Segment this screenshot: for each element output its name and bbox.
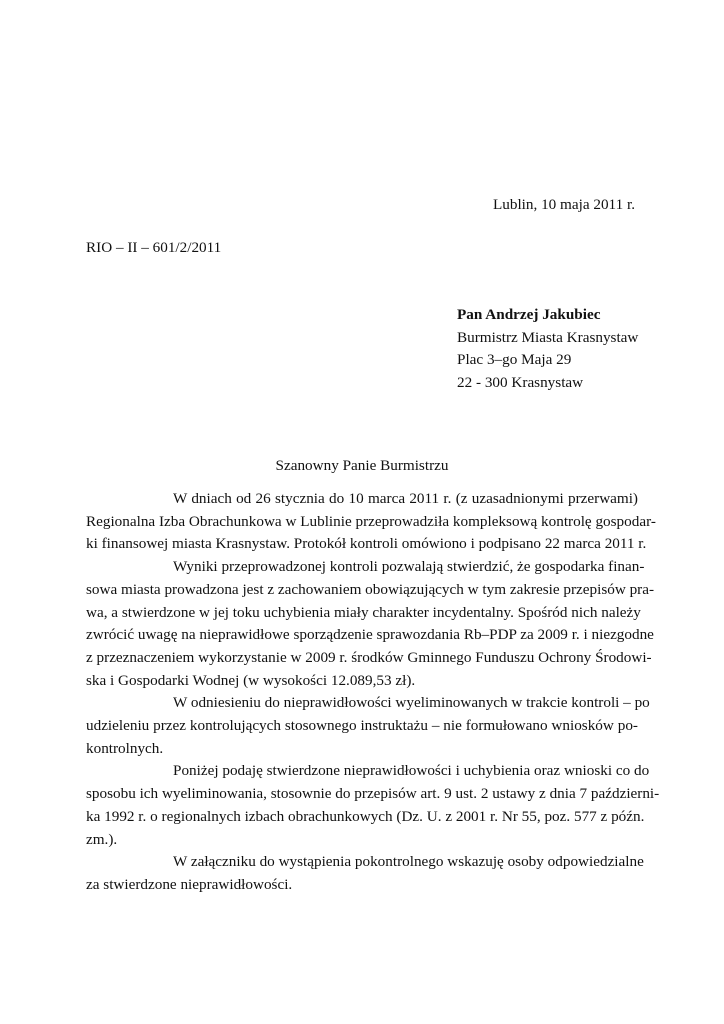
addressee-block <box>457 304 638 394</box>
body-paragraph <box>86 556 655 692</box>
body-paragraph <box>86 760 660 851</box>
paragraph-line: Poniżej podaję stwierdzone nieprawidłowości i uchybienia oraz wnioski co do <box>173 762 650 780</box>
reference-number: RIO – II – 601/2/2011 <box>86 239 222 256</box>
paragraph-line: Wyniki przeprowadzonej kontroli pozwalają stwierdzić, że gospodarka finan- <box>173 558 645 576</box>
paragraph-line: Regionalna Izba Obrachunkowa w Lublinie przeprowadziła kompleksową kontrolę gospodar- <box>86 512 656 530</box>
paragraph-line: wa, a stwierdzone w jej toku uchybienia miały charakter incydentalny. Spośród nich należy <box>86 603 641 621</box>
paragraph-line: sowa miasta prowadzona jest z zachowaniem obowiązujących w tym zakresie przepisów pra- <box>86 580 655 598</box>
letter-body <box>86 488 660 897</box>
paragraph-line: z przeznaczeniem wykorzystanie w 2009 r. środków Gminnego Funduszu Ochrony Środowi- <box>86 648 652 666</box>
addressee-street: Plac 3–go Maja 29 <box>457 351 572 369</box>
addressee-name: Pan Andrzej Jakubiec <box>457 306 601 323</box>
body-paragraph <box>86 851 644 896</box>
paragraph-line: za stwierdzone nieprawidłowości. <box>86 875 293 893</box>
addressee-title: Burmistrz Miasta Krasnystaw <box>457 328 639 346</box>
addressee-postal: 22 - 300 Krasnystaw <box>457 373 584 391</box>
body-paragraph <box>86 488 656 556</box>
paragraph-line: ska i Gospodarki Wodnej (w wysokości 12.089,53 zł). <box>86 671 416 689</box>
paragraph-line: kontrolnych. <box>86 739 164 757</box>
salutation: Szanowny Panie Burmistrzu <box>275 457 449 474</box>
letter-date: Lublin, 10 maja 2011 r. <box>492 196 635 213</box>
paragraph-line: W dniach od 26 stycznia do 10 marca 2011 r. (z uzasadnionymi przerwami) <box>173 490 638 507</box>
body-paragraph <box>86 692 650 760</box>
paragraph-line: udzieleniu przez kontrolujących stosownego instruktażu – nie formułowano wniosków po- <box>86 717 638 735</box>
paragraph-line: ki finansowej miasta Krasnystaw. Protokół kontroli omówiono i podpisano 22 marca 2011 r. <box>86 535 647 553</box>
paragraph-line: ka 1992 r. o regionalnych izbach obrachunkowych (Dz. U. z 2001 r. Nr 55, poz. 577 z późn. <box>86 807 645 825</box>
paragraph-line: zm.). <box>86 830 118 848</box>
paragraph-line: W odniesieniu do nieprawidłowości wyeliminowanych w trakcie kontroli – po <box>173 694 650 712</box>
paragraph-line: sposobu ich wyeliminowania, stosownie do przepisów art. 9 ust. 2 ustawy z dnia 7 październi- <box>86 785 660 803</box>
paragraph-line: zwrócić uwagę na nieprawidłowe sporządzenie sprawozdania Rb–PDP za 2009 r. i niezgodne <box>86 626 654 644</box>
paragraph-line: W załączniku do wystąpienia pokontrolnego wskazuję osoby odpowiedzialne <box>173 853 644 871</box>
